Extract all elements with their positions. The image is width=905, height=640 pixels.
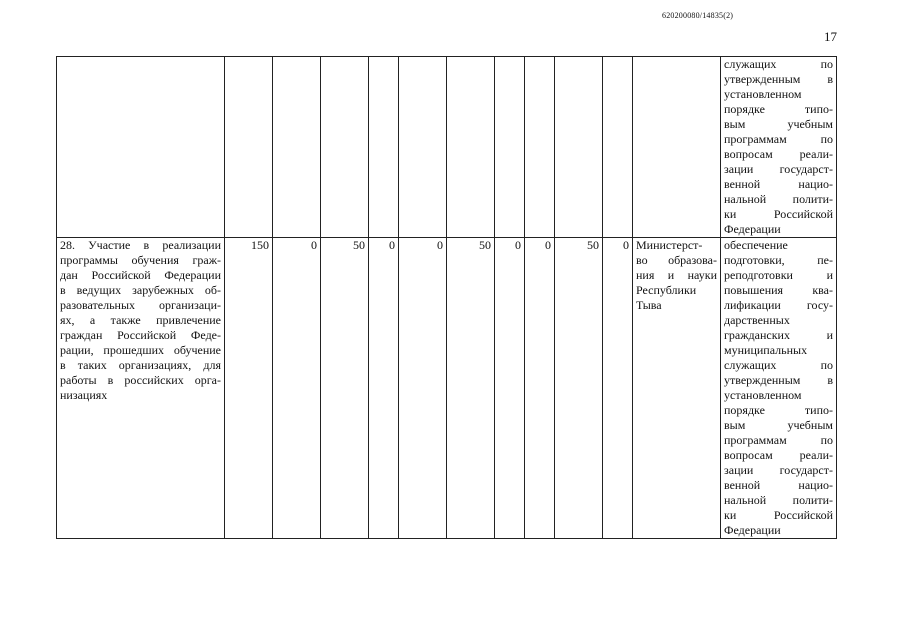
result-line: служащих по <box>724 57 833 71</box>
measure-name-cell <box>57 57 225 238</box>
table-row <box>57 57 837 238</box>
result-line: программам по <box>724 433 833 447</box>
result-line: утвержденным в <box>724 72 833 86</box>
result-line: ки Российской <box>724 508 833 522</box>
executor-cell <box>633 238 721 539</box>
measure-name-line: ях, а также привлечение <box>60 313 221 327</box>
value-cell: 50 <box>555 238 603 539</box>
value-cell: 50 <box>321 238 369 539</box>
value-cell: 150 <box>225 238 273 539</box>
value-cell <box>447 57 495 238</box>
measure-name-line: программы обучения граж- <box>60 253 221 267</box>
result-line: подготовки, пе- <box>724 253 833 267</box>
value-cell: 0 <box>399 238 447 539</box>
result-line: Федерации <box>724 523 781 537</box>
measure-name-line: дан Российской Федерации <box>60 268 221 282</box>
value-cell <box>321 57 369 238</box>
value-cell <box>273 57 321 238</box>
result-line: муниципальных <box>724 343 808 357</box>
result-line: порядке типо- <box>724 403 833 417</box>
result-line: зации государст- <box>724 162 833 176</box>
result-cell <box>721 57 837 238</box>
result-line: обеспечение <box>724 238 788 252</box>
measure-name-line: рации, прошедших обучение <box>60 343 221 357</box>
value-cell <box>495 57 525 238</box>
executor-line: Министерст- <box>636 238 703 252</box>
result-line: вым учебным <box>724 418 833 432</box>
measure-name-line: работы в российских орга- <box>60 373 221 387</box>
value-cell <box>603 57 633 238</box>
measure-name-line: в ведущих зарубежных об- <box>60 283 221 297</box>
value-cell <box>399 57 447 238</box>
result-line: порядке типо- <box>724 102 833 116</box>
result-line: программам по <box>724 132 833 146</box>
result-line: утвержденным в <box>724 373 833 387</box>
page-number: 17 <box>824 29 837 44</box>
result-line: зации государст- <box>724 463 833 477</box>
value-cell: 50 <box>447 238 495 539</box>
value-cell: 0 <box>369 238 399 539</box>
result-line: Федерации <box>724 222 781 236</box>
result-line: нальной полити- <box>724 192 833 206</box>
result-line: лификации госу- <box>724 298 833 312</box>
measure-name-line: разовательных организаци- <box>60 298 221 312</box>
result-line: вопросам реали- <box>724 448 833 462</box>
result-line: венной нацио- <box>724 478 833 492</box>
value-cell: 0 <box>273 238 321 539</box>
result-line: дарственных <box>724 313 790 327</box>
value-cell: 0 <box>603 238 633 539</box>
result-line: повышения ква- <box>724 283 833 297</box>
executor-line: во образова- <box>636 253 717 267</box>
measure-name-line: граждан Российской Феде- <box>60 328 221 342</box>
value-cell: 0 <box>495 238 525 539</box>
result-cell <box>721 238 837 539</box>
executor-line: Тыва <box>636 298 662 312</box>
executor-cell <box>633 57 721 238</box>
value-cell <box>225 57 273 238</box>
measure-name-cell <box>57 238 225 539</box>
result-line: служащих по <box>724 358 833 372</box>
result-line: гражданских и <box>724 328 833 342</box>
result-line: нальной полити- <box>724 493 833 507</box>
result-line: реподготовки и <box>724 268 833 282</box>
result-line: венной нацио- <box>724 177 833 191</box>
value-cell: 0 <box>525 238 555 539</box>
result-line: ки Российской <box>724 207 833 221</box>
value-cell <box>369 57 399 238</box>
table-row <box>57 238 837 539</box>
value-cell <box>555 57 603 238</box>
result-line: установленном <box>724 87 802 101</box>
measure-name-line: низациях <box>60 388 108 402</box>
result-line: установленном <box>724 388 802 402</box>
document-code: 620200080/14835(2) <box>662 11 734 20</box>
result-line: вым учебным <box>724 117 833 131</box>
executor-line: ния и науки <box>636 268 717 282</box>
measure-name-line: 28. Участие в реализации <box>60 238 221 252</box>
measure-name-line: в таких организациях, для <box>60 358 221 372</box>
program-table <box>56 56 837 539</box>
value-cell <box>525 57 555 238</box>
result-line: вопросам реали- <box>724 147 833 161</box>
executor-line: Республики <box>636 283 697 297</box>
